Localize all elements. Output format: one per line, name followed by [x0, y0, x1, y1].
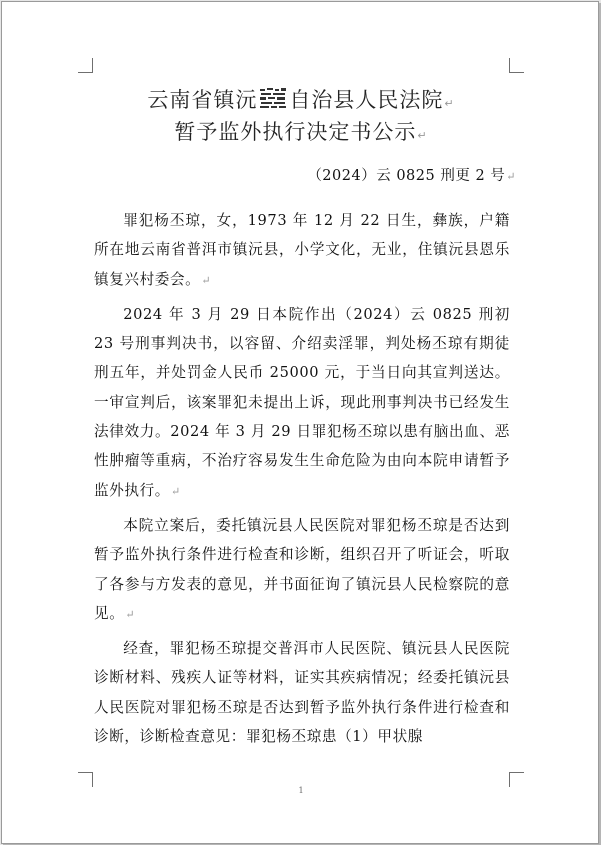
crop-mark-top-left — [78, 58, 93, 73]
case-number — [307, 164, 516, 185]
paragraph — [94, 300, 510, 506]
paragraph-mark-icon: ↵ — [417, 129, 428, 142]
paragraph — [94, 634, 510, 751]
paragraph-text: 本院立案后，委托镇沅县人民医院对罪犯杨丕琼是否达到暂予监外执行条件进行检查和诊断，组织召开了听证会，听取了各参与方发表的意见，并书面征询了镇沅县人民检察院的意见。 — [94, 516, 510, 622]
crop-mark-bottom-left — [78, 772, 93, 787]
case-number-text: （2024）云 0825 刑更 2 号 — [307, 168, 506, 184]
title-line-1-start: 云南省镇沅 — [147, 88, 258, 112]
paragraph-text: 2024 年 3 月 29 日本院作出（2024）云 0825 刑初 23 号刑事判决书，以容留、介绍卖淫罪，判处杨丕琼有期徒刑五年，并处罚金人民币 25000 元，于当日向其宣判送达。一审宣判后，该案罪犯未提出上诉，现此刑事判决书已经发生法律效力。2024 年 3 月 29 日罪犯杨丕琼以患有脑出血、恶性肿瘤等重病，不治疗容易发生生命危险为由向本院申请暂予监外执行。 — [94, 305, 510, 499]
paragraph-text: 罪犯杨丕琼，女，1973 年 12 月 22 日生，彝族，户籍所在地云南省普洱市镇沅县，小学文化，无业，住镇沅县恩乐镇复兴村委会。 — [94, 212, 510, 288]
title-line-1 — [2, 84, 600, 114]
paragraph-mark-icon: ↵ — [201, 273, 212, 287]
crop-mark-top-right — [509, 58, 524, 73]
ethnic-name-glyph-icon — [259, 87, 287, 109]
paragraph-mark-icon: ↵ — [170, 484, 181, 498]
document-body — [94, 206, 510, 756]
paragraph-text: 经查，罪犯杨丕琼提交普洱市人民医院、镇沅县人民医院诊断材料、残疾人证等材料，证实其疾病情况；经委托镇沅县人民医院对罪犯杨丕琼是否达到暂予监外执行条件进行检查和诊断，诊断检查意见：罪犯杨丕琼患（1）甲状腺 — [94, 640, 510, 746]
paragraph-mark-icon: ↵ — [444, 97, 455, 110]
title-line-2-text: 暂予监外执行决定书公示 — [174, 120, 417, 144]
crop-mark-bottom-right — [509, 772, 524, 787]
title-line-1-end: 自治县人民法院 — [289, 88, 444, 112]
paragraph-mark-icon: ↵ — [506, 170, 516, 183]
page-number: 1 — [298, 786, 304, 795]
document-page — [1, 1, 599, 844]
paragraph — [94, 511, 510, 629]
paragraph-mark-icon: ↵ — [125, 607, 136, 621]
paragraph — [94, 206, 510, 295]
title-line-2 — [2, 116, 600, 146]
